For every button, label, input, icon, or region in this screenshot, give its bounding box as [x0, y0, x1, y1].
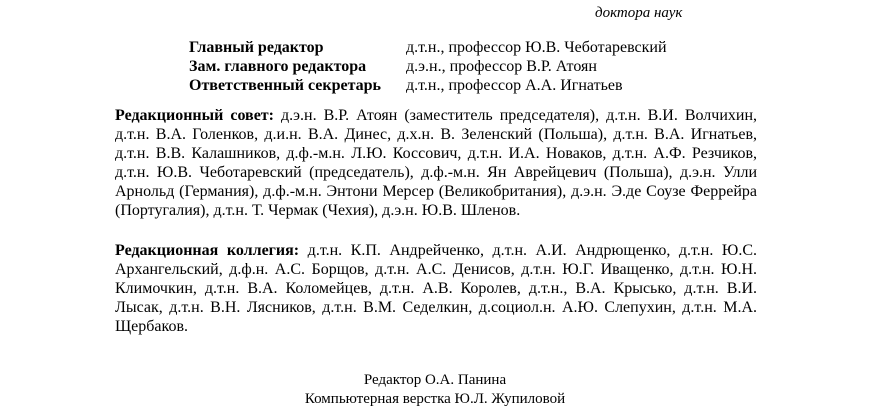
staff-role-chief-editor: Главный редактор: [189, 39, 324, 56]
editorial-board-label: Редакционный совет:: [115, 107, 274, 124]
staff-row-chief-editor: [189, 38, 667, 57]
degree-caption: доктора наук: [595, 5, 683, 21]
editorial-college-paragraph: [115, 241, 757, 336]
staff-row-deputy-editor: [189, 57, 667, 76]
editorial-college-members: д.т.н. К.П. Андрейченко, д.т.н. А.И. Андрющенко, д.т.н. Ю.С. Архангельский, д.ф.н. А.С. Борщов, д.т.н. А.С. Денисов, д.т.н. Ю.Г. Иващенко, д.т.н. Ю.Н. Климочкин, д.т.н. В.А. Коломейцев, д.т.н. А.В. Королев, д.т.н., В.А. Крысько, д.т.н. В.И. Лысак, д.т.н. В.Н. Лясников, д.т.н. В.М. Седелкин, д.социол.н. А.Ю. Слепухин, д.т.н. М.А. Щербаков.: [115, 242, 757, 335]
editor-credit: Редактор О.А. Панина: [363, 372, 507, 388]
layout-credit: Компьютерная верстка Ю.Л. Жупиловой: [304, 391, 566, 407]
editorial-board-paragraph: [115, 106, 757, 220]
staff-person-chief-editor: д.т.н., профессор Ю.В. Чеботаревский: [406, 39, 667, 56]
editorial-staff-table: [189, 38, 667, 95]
editorial-board-members: д.э.н. В.Р. Атоян (заместитель председателя), д.т.н. В.И. Волчихин, д.т.н. В.А. Голенков, д.и.н. В.А. Динес, д.х.н. В. Зеленский (Польша), д.т.н. В.А. Игнатьев, д.т.н. В.В. Калашников, д.ф.-м.н. Л.Ю. Коссович, д.т.н. И.А. Новаков, д.т.н. А.Ф. Резчиков, д.т.н. Ю.В. Чеботаревский (председатель), д.ф.-м.н. Ян Аврейцевич (Польша), д.э.н. Улли Арнольд (Германия), д.ф.-м.н. Энтони Мерсер (Великобритания), д.э.н. Э.де Соузе Феррейра (Португалия), д.т.н. Т. Чермак (Чехия), д.э.н. Ю.В. Шленов.: [115, 107, 758, 219]
production-credits: [0, 371, 870, 409]
staff-person-deputy-editor: д.э.н., профессор В.Р. Атоян: [406, 58, 597, 75]
staff-person-executive-secretary: д.т.н., профессор А.А. Игнатьев: [406, 77, 623, 94]
staff-row-executive-secretary: [189, 76, 667, 95]
staff-role-deputy-editor: Зам. главного редактора: [189, 58, 367, 75]
staff-role-executive-secretary: Ответственный секретарь: [189, 77, 381, 94]
editorial-college-label: Редакционная коллегия:: [115, 242, 300, 259]
